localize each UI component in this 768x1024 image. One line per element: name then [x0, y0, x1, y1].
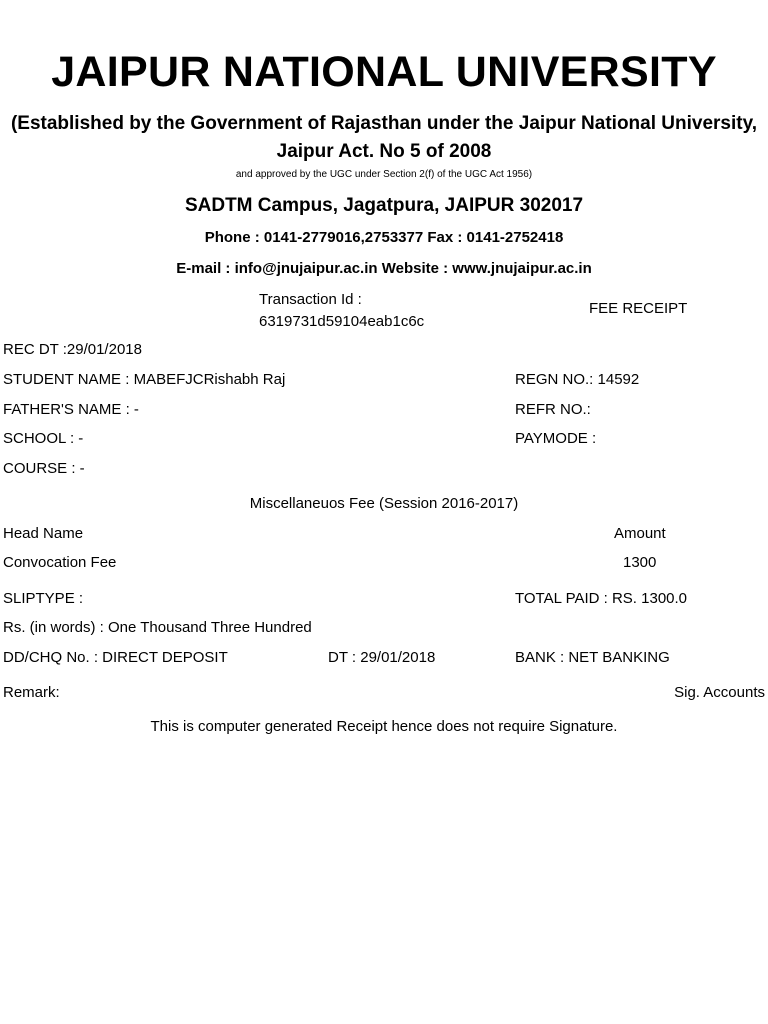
head-name-header: Head Name — [3, 525, 84, 542]
remark-label: Remark: — [3, 684, 60, 701]
course: COURSE : - — [3, 460, 85, 477]
amount-header: Amount — [614, 525, 666, 542]
student-name: STUDENT NAME : MABEFJCRishabh Raj — [3, 371, 286, 388]
fathers-name: FATHER'S NAME : - — [3, 401, 139, 418]
established-line: (Established by the Government of Rajasthan under the Jaipur National University, Jaipur Act. No 5 of 2008 — [10, 113, 758, 162]
transaction-id-label: Transaction Id : — [259, 291, 362, 308]
signature-label: Sig. Accounts — [674, 684, 765, 701]
paymode: PAYMODE : — [515, 430, 597, 447]
university-name: JAIPUR NATIONAL UNIVERSITY — [51, 48, 717, 96]
dd-chq-no: DD/CHQ No. : DIRECT DEPOSIT — [3, 649, 228, 666]
phone-fax-line: Phone : 0141-2779016,2753377 Fax : 0141-2752418 — [204, 229, 564, 246]
payment-date: DT : 29/01/2018 — [328, 649, 436, 666]
fee-table-title: Miscellaneuos Fee (Session 2016-2017) — [249, 495, 519, 512]
sliptype: SLIPTYPE : — [3, 590, 84, 607]
transaction-block — [259, 289, 424, 333]
fee-head-name: Convocation Fee — [3, 554, 117, 571]
email-website-line: E-mail : info@jnujaipur.ac.in Website : www.jnujaipur.ac.in — [176, 260, 592, 277]
school: SCHOOL : - — [3, 430, 84, 447]
refr-no: REFR NO.: — [515, 401, 591, 418]
rec-date: REC DT :29/01/2018 — [3, 341, 142, 358]
fee-receipt-title: FEE RECEIPT — [589, 300, 688, 317]
bank: BANK : NET BANKING — [515, 649, 670, 666]
regn-no: REGN NO.: 14592 — [515, 371, 640, 388]
computer-generated-note: This is computer generated Receipt hence does not require Signature. — [150, 718, 618, 735]
approved-line: and approved by the UGC under Section 2(f) of the UGC Act 1956) — [235, 169, 533, 180]
total-paid: TOTAL PAID : RS. 1300.0 — [515, 590, 688, 607]
campus-address: SADTM Campus, Jagatpura, JAIPUR 302017 — [184, 195, 584, 216]
fee-amount: 1300 — [623, 554, 657, 571]
amount-in-words: Rs. (in words) : One Thousand Three Hundred — [3, 619, 312, 636]
transaction-id-value: 6319731d59104eab1c6c — [259, 313, 425, 330]
